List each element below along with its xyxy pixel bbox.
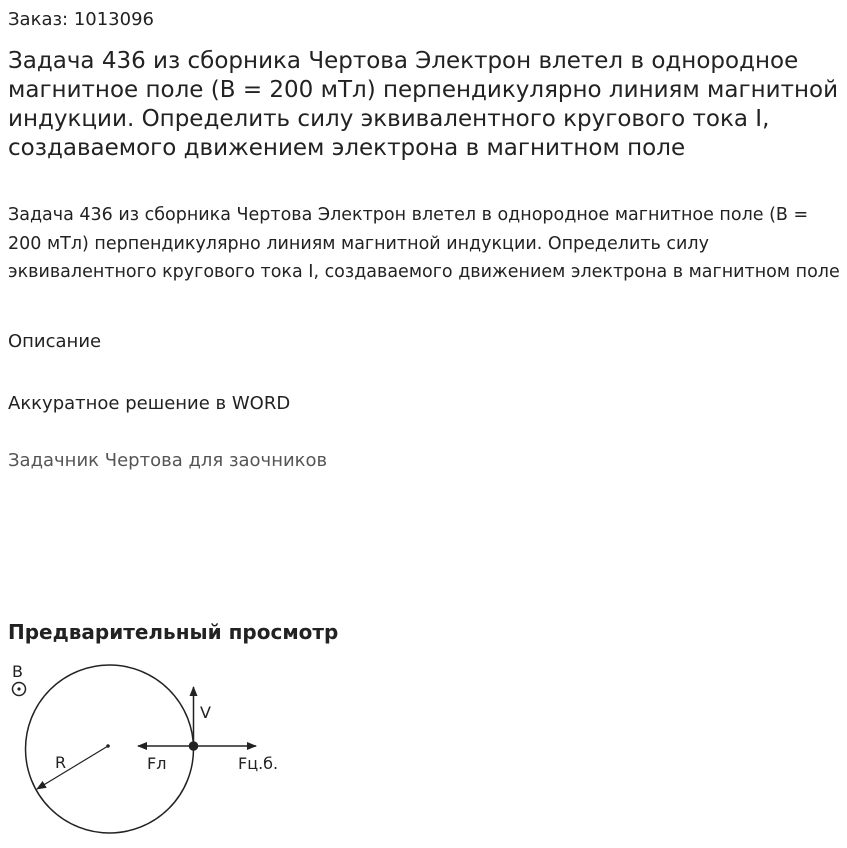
orbit-circle [26, 665, 194, 833]
centrifugal-force-label: Fц.б. [238, 754, 279, 773]
velocity-label: V [200, 703, 211, 722]
field-out-of-page-icon [13, 683, 26, 696]
radius-label: R [55, 753, 67, 772]
book-link[interactable]: Задачник Чертова для заочников [8, 450, 328, 471]
field-label: B [12, 662, 23, 681]
solution-note: Аккуратное решение в WORD [8, 393, 291, 414]
task-description: Задача 436 из сборника Чертова Электрон влетел в однородное магнитное поле (B = 200 мТл) перпендикулярно линиям магнитной индукции. Определить силу эквивалентного кругового тока I, создаваемого движением электрона в магнитном поле [8, 205, 840, 282]
order-number: Заказ: 1013096 [8, 9, 154, 30]
preview-diagram [0, 655, 300, 845]
preview-heading: Предварительный просмотр [8, 620, 339, 644]
radius-line [37, 746, 108, 789]
description-heading: Описание [8, 331, 102, 352]
page-title: Задача 436 из сборника Чертова Электрон влетел в однородное магнитное поле (B = 200 мТл) перпендикулярно линиям магнитной индукции. Определить силу эквивалентного кругового тока I, создаваемого движением электрона в магнитном поле [8, 48, 839, 161]
electron-dot [189, 741, 199, 751]
lorentz-force-label: Fл [147, 754, 167, 773]
